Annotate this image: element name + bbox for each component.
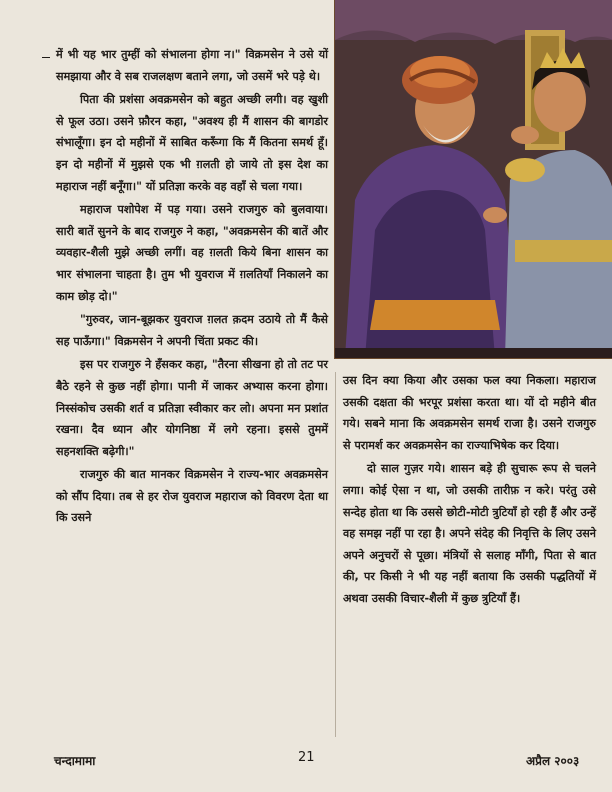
left-text-column xyxy=(56,44,328,531)
paragraph: राजगुरु की बात मानकर विक्रमसेन ने राज्य-भार अवक्रमसेन को सौंप दिया। तब से हर रोज युवराज महाराज को विवरण देता था कि उसने xyxy=(56,468,328,525)
illustration-image xyxy=(335,0,612,358)
paragraph: में भी यह भार तुम्हीं को संभालना होगा न।" विक्रमसेन ने उसे यों समझाया और वे सब राजलक्षण बताने लगा, जो उसमें भरे पड़े थे। xyxy=(56,48,328,83)
right-text-column xyxy=(343,370,596,612)
paragraph-dash xyxy=(42,57,50,58)
story-illustration xyxy=(334,0,612,359)
paragraph: "गुरुवर, जान-बूझकर युवराज ग़लत क़दम उठाये तो मैं कैसे सह पाऊँगा।" विक्रमसेन ने अपनी चिंता प्रकट की। xyxy=(56,313,328,348)
issue-date: अप्रैल २००३ xyxy=(526,754,580,768)
magazine-name: चन्दामामा xyxy=(54,754,96,768)
paragraph: इस पर राजगुरु ने हँसकर कहा, "तैरना सीखना हो तो तट पर बैठे रहने से कुछ नहीं होगा। पानी में जाकर अभ्यास करना होगा। निस्संकोच उसकी शर्त व प्रतिज्ञा स्वीकार कर लो। अपना मन प्रशांत रखना। दैव ध्यान और योगनिष्ठा में लगे रहना। इससे तुममें सहनशक्ति बढ़ेगी।" xyxy=(56,358,328,458)
column-divider xyxy=(335,372,336,737)
page-footer xyxy=(0,744,612,774)
page-number: 21 xyxy=(298,750,315,765)
paragraph: दो साल गुज़र गये। शासन बड़े ही सुचारू रूप से चलने लगा। कोई ऐसा न था, जो उसकी तारीफ़ न करे। परंतु उसे सन्देह होता था कि उससे छोटी-मोटी त्रुटियाँ हो रही हैं और उन्हें वह समझ नहीं पा रहा है। अपने संदेह की निवृत्ति के लिए उसने अपने अनुचरों से पूछा। मंत्रियों से सलाह माँगी, पिता से बात की, पर किसी ने भी यह नहीं बताया कि उसकी पद्धतियों में अथवा उसकी विचार-शैली में कुछ त्रुटियाँ हैं। xyxy=(343,462,596,605)
paragraph: महाराज पशोपेश में पड़ गया। उसने राजगुरु को बुलवाया। सारी बातें सुनने के बाद राजगुरु ने कहा, "अवक्रमसेन की बातें और व्यवहार-शैली मुझे अच्छी लगीं। वह ग़लती किये बिना शासन का भार संभालना चाहता है। तुम भी युवराज में ग़लतियाँ निकालने का काम छोड़ दो।" xyxy=(56,203,328,303)
paragraph: पिता की प्रशंसा अवक्रमसेन को बहुत अच्छी लगी। वह खुशी से फूल उठा। उसने फ़ौरन कहा, "अवश्य ही मैं शासन की बागडोर संभालूँगा। इन दो महीनों में साबित करूँगा कि मैं कितना समर्थ हूँ। इन दो महीनों में मुझसे एक भी ग़लती हो जाये तो इस देश का महाराज नहीं बनूँगा।" यों प्रतिज्ञा करके वह वहाँ से चला गया। xyxy=(56,93,328,193)
paragraph: उस दिन क्या किया और उसका फल क्या निकला। महाराज उसकी दक्षता की भरपूर प्रशंसा करता था। यों दो महीने बीत गये। सबने माना कि अवक्रमसेन समर्थ राजा है। उसने राजगुरु से परामर्श कर अवक्रमसेन का राज्याभिषेक कर दिया। xyxy=(343,374,596,452)
